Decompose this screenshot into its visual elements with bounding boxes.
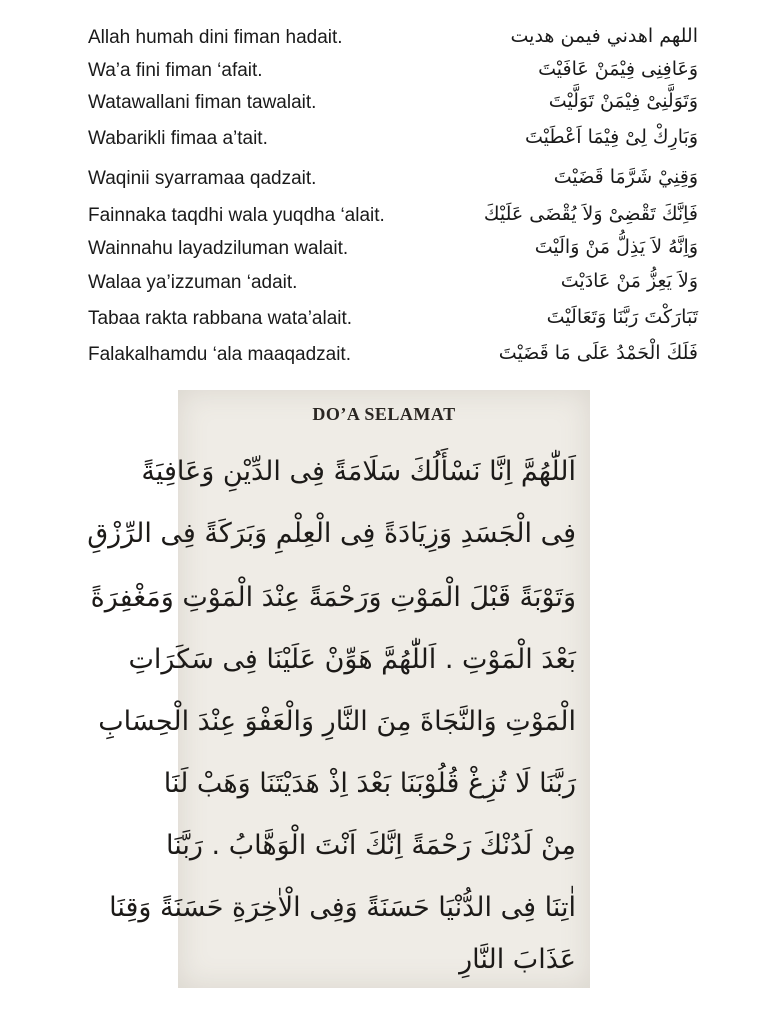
doa-line: عَذَابَ النَّارِ	[459, 944, 576, 975]
transliteration-text: Fainnaka taqdhi wala yuqdha ‘alait.	[88, 205, 385, 226]
arabic-text: وَقِنِيْ شَرَّمَا قَضَيْتَ	[553, 166, 698, 188]
doa-line: وَتَوْبَةً قَبْلَ الْمَوْتِ وَرَحْمَةً عِنْدَ الْمَوْتِ وَمَغْفِرَةً	[90, 582, 576, 613]
transliteration-text: Waqinii syarramaa qadzait.	[88, 168, 317, 189]
prayer-line	[0, 308, 768, 344]
arabic-text: وَتَوَلَّنِىْ فِيْمَنْ تَوَلَّيْتَ	[548, 90, 698, 112]
transliteration-text: Allah humah dini fiman hadait.	[88, 27, 343, 48]
transliteration-text: Watawallani fiman tawalait.	[88, 92, 317, 113]
transliteration-text: Wabarikli fimaa a’tait.	[88, 128, 268, 149]
transliteration-text: Falakalhamdu ‘ala maaqadzait.	[88, 344, 351, 365]
doa-line: اَللّٰهُمَّ اِنَّا نَسْأَلُكَ سَلَامَةً فِى الدِّيْنِ وَعَافِيَةً	[141, 456, 576, 487]
prayer-line	[0, 92, 768, 128]
doa-line: بَعْدَ الْمَوْتِ . اَللّٰهُمَّ هَوِّنْ عَلَيْنَا فِى سَكَرَاتِ	[128, 644, 576, 675]
transliteration-text: Walaa ya’izzuman ‘adait.	[88, 272, 298, 293]
arabic-text: وَلاَ يَعِزُّ مَنْ عَادَيْتَ	[560, 270, 698, 292]
arabic-text: فَلَكَ الْحَمْدُ عَلَى مَا قَضَيْتَ	[498, 342, 698, 364]
doa-line: رَبَّنَا لَا تُزِغْ قُلُوْبَنَا بَعْدَ اِذْ هَدَيْتَنَا وَهَبْ لَنَا	[163, 768, 576, 799]
transliteration-text: Wainnahu layadziluman walait.	[88, 238, 349, 259]
prayer-line	[0, 168, 768, 204]
prayer-line	[0, 238, 768, 274]
doa-line: الْمَوْتِ وَالنَّجَاةَ مِنَ النَّارِ وَالْعَفْوَ عِنْدَ الْحِسَابِ	[98, 706, 576, 737]
qunut-prayer-section	[0, 0, 768, 364]
arabic-text: فَاِنَّكَ تَقْضِىْ وَلاَ يُقْضَى عَلَيْكَ	[483, 203, 698, 225]
arabic-text: وَاِنَّهُ لاَ يَذِلُّ مَنْ وَالَيْتَ	[534, 236, 698, 258]
card-title: DO’A SELAMAT	[312, 404, 456, 424]
arabic-text: وَعَافِنِى فِيْمَنْ عَافَيْتَ	[538, 58, 698, 80]
transliteration-text: Wa’a fini fiman ‘afait.	[88, 60, 263, 81]
doa-line: فِى الْجَسَدِ وَزِيَادَةً فِى الْعِلْمِ وَبَرَكَةً فِى الرِّزْقِ	[87, 518, 576, 549]
prayer-line	[0, 344, 768, 380]
arabic-text: تَبَارَكْتَ رَبَّنَا وَتَعَالَيْتَ	[546, 306, 698, 328]
doa-selamat-card	[87, 390, 590, 988]
prayer-line	[0, 272, 768, 308]
arabic-text: وَبَارِكْ لِىْ فِيْمَا اَعْطَيْتَ	[524, 126, 698, 148]
doa-line: اٰتِنَا فِى الدُّنْيَا حَسَنَةً وَفِى الْاٰخِرَةِ حَسَنَةً وَقِنَا	[109, 892, 576, 923]
prayer-line	[0, 128, 768, 164]
doa-line: مِنْ لَدُنْكَ رَحْمَةً اِنَّكَ اَنْتَ الْوَهَّابُ . رَبَّنَا	[166, 830, 576, 861]
transliteration-text: Tabaa rakta rabbana wata’alait.	[88, 308, 353, 329]
arabic-text: اللهم اهدني فيمن هديت	[510, 25, 698, 47]
